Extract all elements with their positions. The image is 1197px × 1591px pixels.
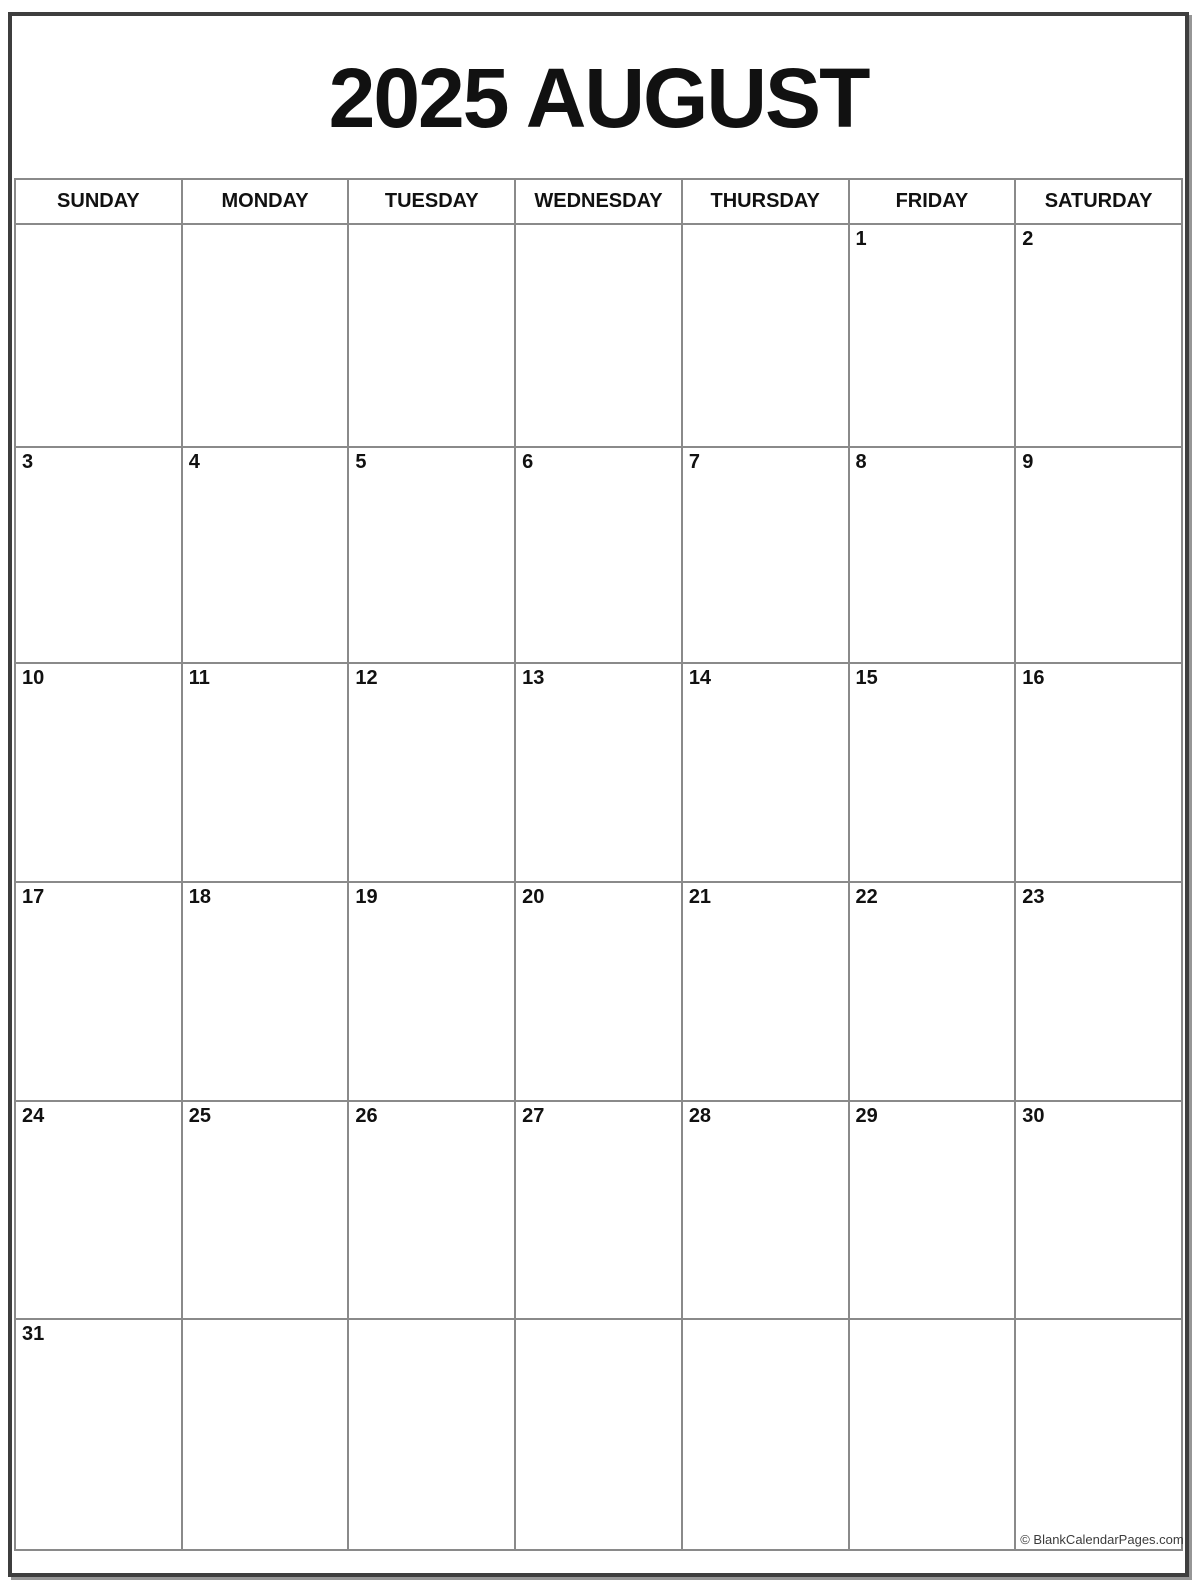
- day-number: 26: [355, 1105, 378, 1127]
- day-cell-empty: [182, 1319, 349, 1550]
- day-number: 13: [522, 667, 545, 689]
- weekday-header-friday: FRIDAY: [849, 179, 1016, 224]
- day-number: 5: [355, 451, 367, 473]
- day-cell-empty: [515, 1319, 682, 1550]
- day-cell-17: [15, 882, 182, 1101]
- day-number: 16: [1022, 667, 1045, 689]
- day-cell-19: [348, 882, 515, 1101]
- day-cell-15: [849, 663, 1016, 882]
- day-number: 28: [688, 1105, 712, 1127]
- week-row: [15, 224, 1182, 447]
- day-cell-25: [182, 1101, 349, 1319]
- day-number: 6: [522, 451, 534, 473]
- day-number: 12: [355, 667, 378, 689]
- weekday-header-saturday: SATURDAY: [1015, 179, 1182, 224]
- day-cell-empty: [849, 1319, 1016, 1550]
- weekday-header-sunday: SUNDAY: [15, 179, 182, 224]
- day-number: 20: [522, 886, 545, 908]
- day-cell-3: [15, 447, 182, 663]
- calendar-title: 2025 AUGUST: [328, 50, 869, 145]
- weekday-header-wednesday: WEDNESDAY: [515, 179, 682, 224]
- day-number: 21: [688, 886, 712, 908]
- day-cell-31: [15, 1319, 182, 1550]
- day-cell-30: [1015, 1101, 1182, 1319]
- day-cell-10: [15, 663, 182, 882]
- week-row: [15, 1319, 1182, 1550]
- day-number: 10: [22, 667, 45, 689]
- weekday-header-thursday: THURSDAY: [682, 179, 849, 224]
- day-cell-5: [348, 447, 515, 663]
- day-cell-empty: [1015, 1319, 1182, 1550]
- day-cell-empty: [182, 224, 349, 447]
- day-cell-2: [1015, 224, 1182, 447]
- week-row: [15, 447, 1182, 663]
- day-number: 1: [855, 228, 867, 250]
- day-cell-13: [515, 663, 682, 882]
- day-cell-1: [849, 224, 1016, 447]
- day-cell-empty: [348, 1319, 515, 1550]
- day-cell-28: [682, 1101, 849, 1319]
- day-number: 27: [522, 1105, 545, 1127]
- day-cell-16: [1015, 663, 1182, 882]
- day-cell-21: [682, 882, 849, 1101]
- calendar-body: [15, 224, 1182, 1550]
- day-cell-14: [682, 663, 849, 882]
- day-number: 23: [1022, 886, 1045, 908]
- day-cell-22: [849, 882, 1016, 1101]
- day-number: 18: [188, 886, 211, 908]
- day-cell-18: [182, 882, 349, 1101]
- weekday-header-tuesday: TUESDAY: [348, 179, 515, 224]
- week-row: [15, 663, 1182, 882]
- day-cell-23: [1015, 882, 1182, 1101]
- day-number: 29: [855, 1105, 878, 1127]
- day-cell-8: [849, 447, 1016, 663]
- day-cell-26: [348, 1101, 515, 1319]
- day-cell-29: [849, 1101, 1016, 1319]
- day-number: 25: [188, 1105, 211, 1127]
- title-row: [14, 18, 1183, 178]
- day-number: 15: [855, 667, 878, 689]
- day-cell-empty: [15, 224, 182, 447]
- calendar-frame: [8, 12, 1189, 1577]
- day-cell-7: [682, 447, 849, 663]
- day-cell-12: [348, 663, 515, 882]
- calendar-grid: [14, 178, 1183, 1551]
- day-number: 11: [188, 667, 210, 689]
- day-cell-empty: [348, 224, 515, 447]
- day-number: 30: [1022, 1105, 1045, 1127]
- day-number: 31: [22, 1323, 45, 1345]
- day-cell-27: [515, 1101, 682, 1319]
- day-number: 4: [188, 451, 200, 473]
- week-row: [15, 882, 1182, 1101]
- day-cell-empty: [682, 1319, 849, 1550]
- day-number: 24: [22, 1105, 45, 1127]
- day-cell-9: [1015, 447, 1182, 663]
- day-number: 19: [355, 886, 378, 908]
- day-cell-empty: [515, 224, 682, 447]
- calendar-header: [15, 179, 1182, 224]
- day-cell-empty: [682, 224, 849, 447]
- day-number: 2: [1022, 228, 1034, 250]
- day-number: 3: [22, 451, 34, 473]
- weekday-header-row: [15, 179, 1182, 224]
- day-cell-6: [515, 447, 682, 663]
- weekday-header-monday: MONDAY: [182, 179, 349, 224]
- day-number: 7: [688, 451, 700, 473]
- day-cell-24: [15, 1101, 182, 1319]
- day-number: 22: [855, 886, 878, 908]
- day-number: 14: [688, 667, 712, 689]
- day-cell-20: [515, 882, 682, 1101]
- day-number: 8: [855, 451, 867, 473]
- day-cell-11: [182, 663, 349, 882]
- day-number: 17: [22, 886, 45, 908]
- day-number: 9: [1022, 451, 1034, 473]
- day-cell-4: [182, 447, 349, 663]
- watermark-copyright: © BlankCalendarPages.com: [1020, 1532, 1184, 1547]
- week-row: [15, 1101, 1182, 1319]
